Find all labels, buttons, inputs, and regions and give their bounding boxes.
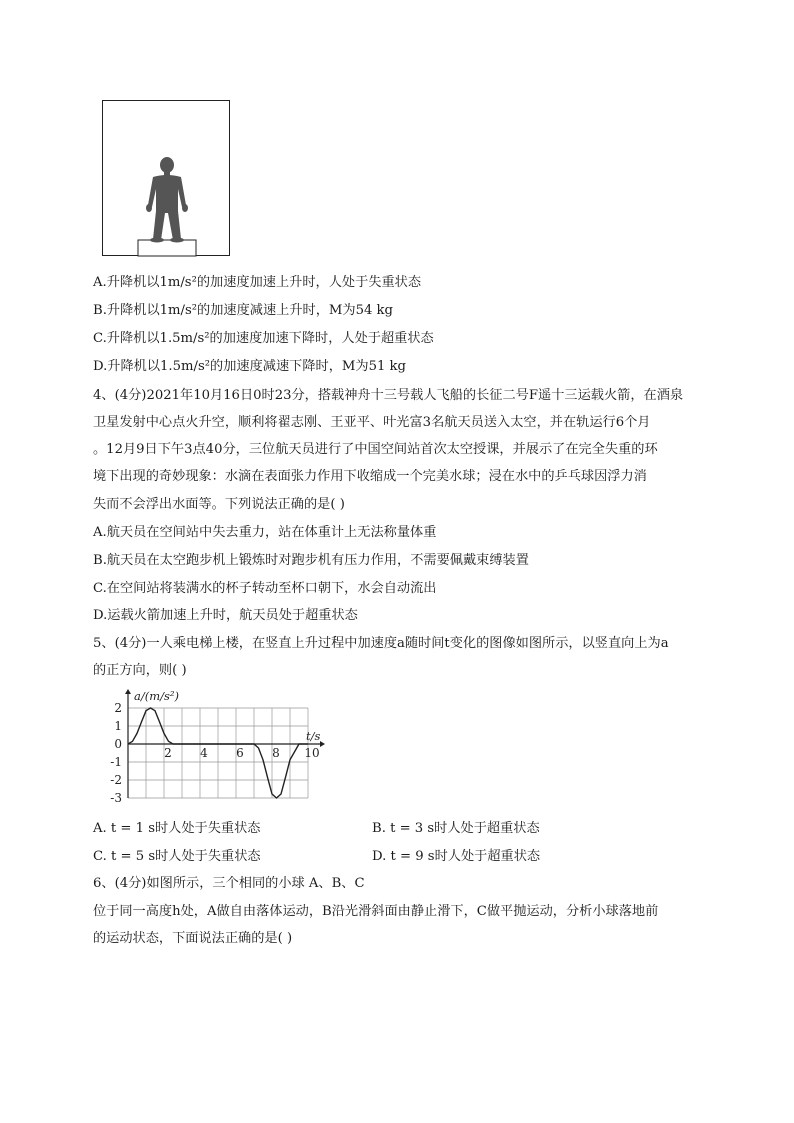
person-silhouette	[146, 157, 188, 243]
x-axis-label: t/s	[306, 729, 321, 743]
q4-stem-line-5: 失而不会浮出水面等。下列说法正确的是( )	[93, 497, 345, 512]
y-tick-label: -2	[110, 773, 122, 787]
q4-stem-line-4: 境下出现的奇妙现象：水滴在表面张力作用下收缩成一个完美水球；浸在水中的乒乓球因浮力消	[93, 469, 647, 484]
q5-stem-line-2: 的正方向，则( )	[93, 663, 187, 678]
x-tick-label: 8	[272, 746, 280, 760]
x-axis-arrow	[320, 741, 325, 747]
q4-option-d: D.运载火箭加速上升时，航天员处于超重状态	[93, 608, 358, 623]
person-on-scale-illustration	[103, 101, 231, 257]
y-axis-label: a/(m/s²)	[134, 689, 179, 703]
x-tick-label: 10	[304, 746, 320, 760]
y-tick-label: 0	[114, 737, 122, 751]
q4-option-b: B.航天员在太空跑步机上锻炼时对跑步机有压力作用，不需要佩戴束缚装置	[93, 553, 529, 568]
y-axis-arrow	[125, 689, 131, 694]
q3-option-b: B.升降机以1m/s²的加速度减速上升时，M为54 kg	[93, 303, 393, 318]
q5-option-b: B. t = 3 s时人处于超重状态	[372, 821, 540, 836]
q4-option-c: C.在空间站将装满水的杯子转动至杯口朝下，水会自动流出	[93, 581, 437, 596]
q5-option-c: C. t = 5 s时人处于失重状态	[93, 849, 261, 864]
y-tick-label: 1	[114, 719, 122, 733]
acceleration-time-graph	[98, 686, 338, 808]
q4-stem-line-3: 。12月9日下午3点40分，三位航天员进行了中国空间站首次太空授课，并展示了在完全失重的环	[93, 442, 658, 457]
x-tick-label: 4	[200, 746, 208, 760]
q3-option-d: D.升降机以1.5m/s²的加速度减速下降时，M为51 kg	[93, 359, 406, 374]
elevator-figure	[102, 100, 230, 256]
q6-stem-line-3: 的运动状态，下面说法正确的是( )	[93, 931, 293, 946]
q4-option-a: A.航天员在空间站中失去重力，站在体重计上无法称量体重	[93, 525, 437, 540]
q5-option-a: A. t = 1 s时人处于失重状态	[93, 821, 261, 836]
q6-stem-line-1: 6、(4分)如图所示，三个相同的小球 A、B、C	[93, 876, 365, 891]
q4-stem-line-1: 4、(4分)2021年10月16日0时23分，搭载神舟十三号载人飞船的长征二号F遥十三运载火箭，在酒泉	[93, 388, 684, 403]
y-tick-label: -1	[110, 755, 122, 769]
scale-platform	[138, 240, 196, 256]
graph-grid	[128, 708, 308, 798]
q5-option-d: D. t = 9 s时人处于超重状态	[372, 849, 541, 864]
q6-stem-line-2: 位于同一高度h处，A做自由落体运动，B沿光滑斜面由静止滑下，C做平抛运动，分析小球落地前	[93, 904, 659, 919]
x-tick-label: 6	[236, 746, 244, 760]
x-tick-label: 2	[164, 746, 172, 760]
y-tick-label: -3	[110, 791, 122, 805]
q4-stem-line-2: 卫星发射中心点火升空，顺利将翟志刚、王亚平、叶光富3名航天员送入太空，并在轨运行6个月	[93, 415, 651, 430]
y-tick-label: 2	[114, 701, 122, 715]
q3-option-c: C.升降机以1.5m/s²的加速度加速下降时，人处于超重状态	[93, 331, 434, 346]
q3-option-a: A.升降机以1m/s²的加速度加速上升时，人处于失重状态	[93, 275, 422, 290]
q5-stem-line-1: 5、(4分)一人乘电梯上楼，在竖直上升过程中加速度a随时间t变化的图像如图所示，以竖直向上为a	[93, 636, 669, 651]
graph-tick-labels	[110, 689, 320, 805]
